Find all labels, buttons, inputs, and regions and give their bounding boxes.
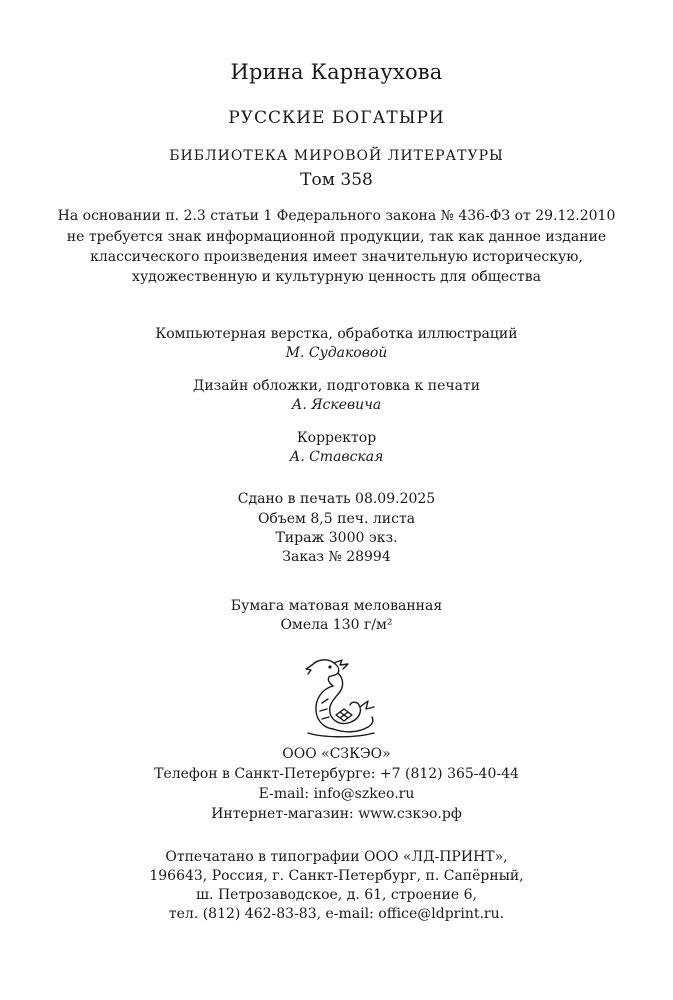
publisher-shop: Интернет-магазин: www.сзкэо.рф [211,806,462,822]
print-info-line: Тираж 3000 экз. [275,530,398,546]
credit-role: Дизайн обложки, подготовка к печати [192,378,481,394]
print-info-line: Сдано в печать 08.09.2025 [237,491,436,507]
paper-line: Бумага матовая мелованная [230,598,443,614]
paper-line: Омела 130 г/м² [280,617,393,633]
book-title: РУССКИЕ БОГАТЫРИ [228,108,445,128]
printer-line: 196643, Россия, г. Санкт-Петербург, п. Сапёрный, [149,868,524,884]
notice-line: классического произведения имеет значительную историческую, [90,249,583,265]
publisher-phone: Телефон в Санкт-Петербурге: +7 (812) 365-40-44 [154,766,519,782]
print-info-line: Объем 8,5 печ. листа [257,511,416,527]
publisher-email: E-mail: info@szkeo.ru [258,786,415,802]
volume-number: Том 358 [300,170,373,190]
credit-name: А. Ставская [289,449,384,465]
credit-name: М. Судаковой [285,345,388,361]
credit-role: Компьютерная верстка, обработка иллюстраций [155,326,518,342]
printer-line: ш. Петрозаводское, д. 61, строение 6, [196,887,477,903]
series-name: БИБЛИОТЕКА МИРОВОЙ ЛИТЕРАТУРЫ [169,148,504,164]
print-info-line: Заказ № 28994 [282,549,391,565]
author-name: Ирина Карнаухова [230,60,443,84]
notice-line: На основании п. 2.3 статьи 1 Федерального закона № 436-ФЗ от 29.12.2010 [57,208,616,224]
credit-name: А. Яскевича [291,397,382,413]
notice-line: художественную и культурную ценность для общества [132,269,541,285]
publisher-name: ООО «СЗКЭО» [282,746,391,762]
printer-line: Отпечатано в типографии ООО «ЛД-ПРИНТ», [165,849,508,865]
printer-line: тел. (812) 462-83-83, e-mail: office@ldprint.ru. [168,906,505,922]
dragon-emblem-icon [300,655,378,739]
notice-line: не требуется знак информационной продукции, так как данное издание [66,229,607,245]
credit-role: Корректор [296,430,377,446]
